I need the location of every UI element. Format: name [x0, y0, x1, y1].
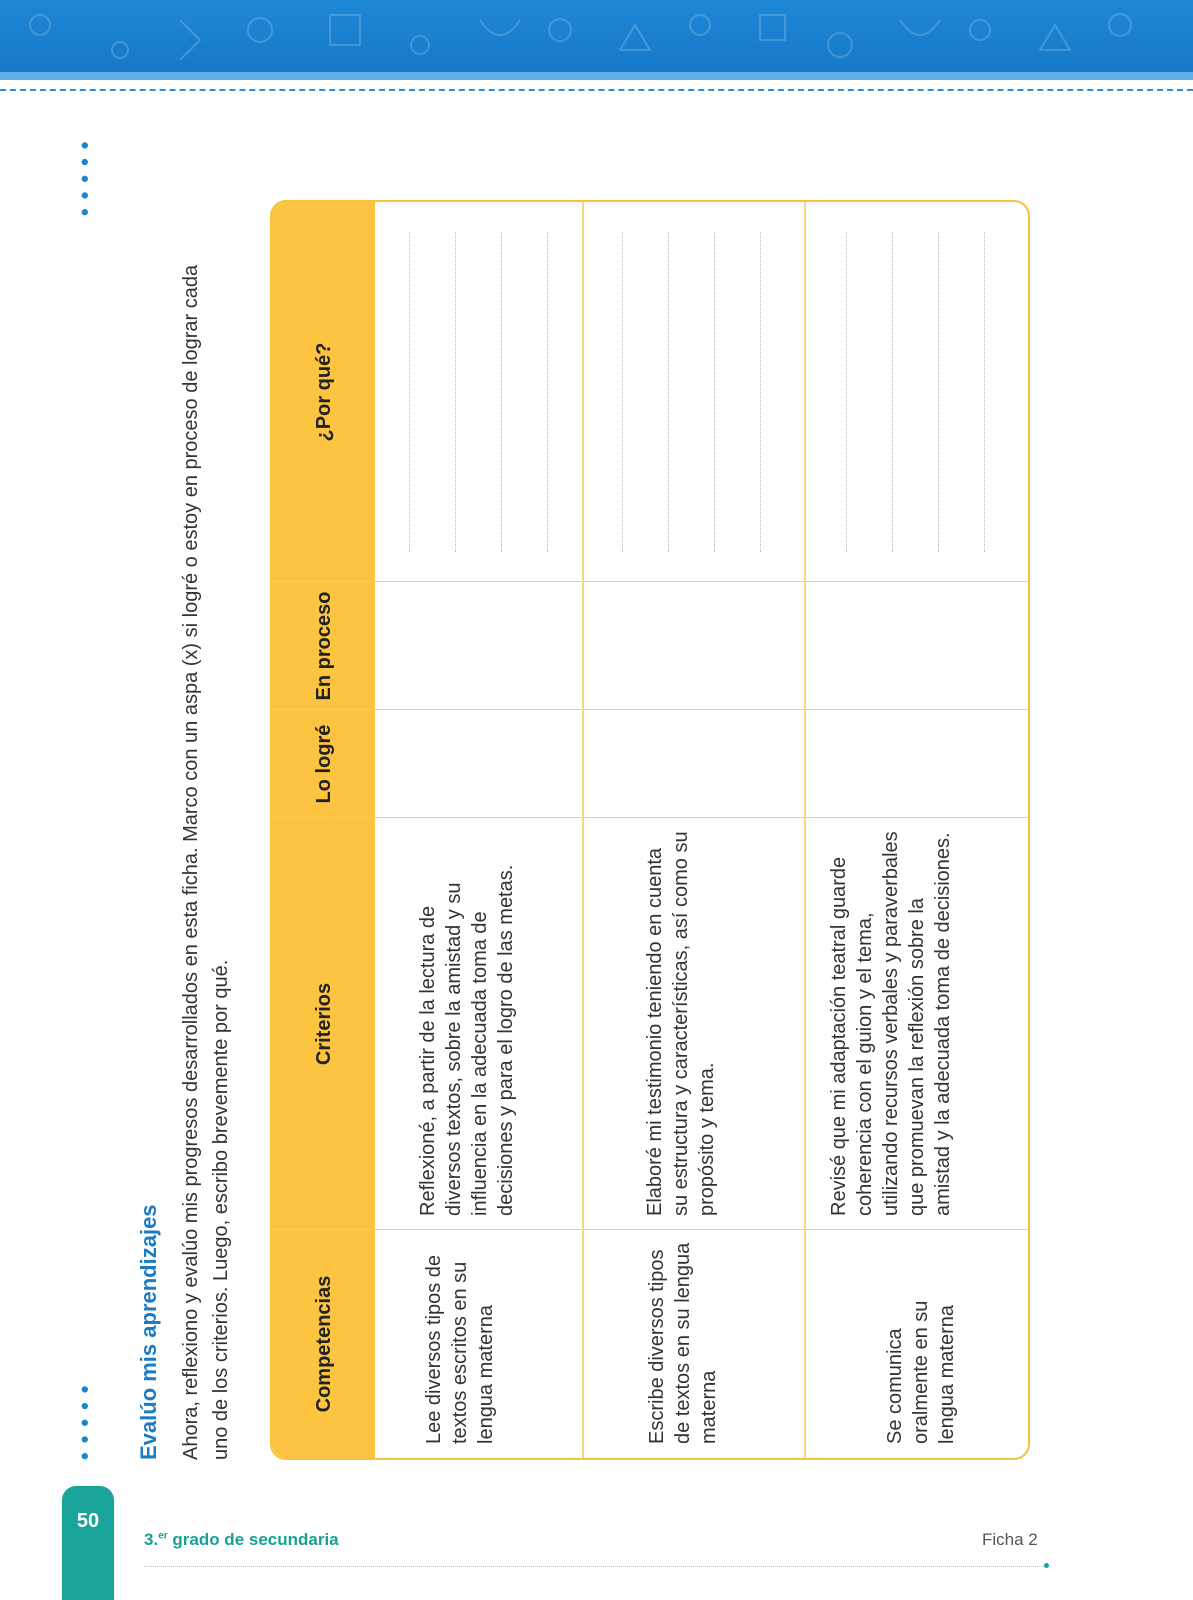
rotated-content — [72, 132, 1036, 1460]
table-row — [806, 202, 1028, 1458]
grade-label — [144, 1530, 339, 1550]
answer-line[interactable] — [501, 232, 502, 552]
footer-rule — [144, 1566, 1046, 1567]
answer-line[interactable] — [455, 232, 456, 552]
decorative-dots-icon: ••••• — [72, 132, 97, 216]
competencia-cell: Se comunica oralmente en su lengua materna — [884, 1300, 958, 1444]
answer-line[interactable] — [547, 232, 548, 552]
grade-prefix: 3. — [144, 1530, 159, 1549]
table-row — [584, 202, 804, 1458]
answer-line[interactable] — [984, 232, 985, 552]
answer-line[interactable] — [622, 232, 623, 552]
section-title: Evalúo mis aprendizajes — [136, 1204, 161, 1460]
answer-line[interactable] — [892, 232, 893, 552]
header-en-proceso: En proceso — [312, 591, 335, 701]
table-row — [375, 202, 582, 1458]
lo-logre-cell[interactable] — [806, 710, 1028, 818]
header-lo-logre: Lo logré — [312, 724, 335, 804]
banner-strip — [0, 72, 1193, 80]
top-banner — [0, 0, 1193, 80]
answer-line[interactable] — [714, 232, 715, 552]
grade-text: grado de secundaria — [167, 1530, 339, 1549]
header-criterios: Criterios — [312, 982, 335, 1066]
lo-logre-cell[interactable] — [584, 710, 804, 818]
banner-doodles-icon — [0, 0, 1193, 80]
ficha-label: Ficha 2 — [982, 1530, 1038, 1549]
answer-line[interactable] — [846, 232, 847, 552]
header-competencias: Competencias — [312, 1275, 335, 1413]
competencia-cell: Lee diversos tipos de textos escritos en su lengua materna — [423, 1254, 497, 1444]
criterio-cell: Reflexioné, a partir de la lectura de diversos textos, sobre la amistad y su influencia en la adecuada toma de decisiones y para el logro de las metas. — [417, 864, 517, 1216]
en-proceso-cell[interactable] — [375, 582, 582, 710]
en-proceso-cell[interactable] — [584, 582, 804, 710]
lo-logre-cell[interactable] — [375, 710, 582, 818]
competencia-cell: Escribe diversos tipos de textos en su lengua materna — [646, 1242, 720, 1444]
criterio-cell: Revisé que mi adaptación teatral guarde coherencia con el guion y el tema, utilizando recursos verbales y paraverbales que promuevan la reflexión sobre la amistad y la adecuada toma de decisiones. — [828, 831, 954, 1216]
header-por-que: ¿Por qué? — [312, 342, 335, 442]
en-proceso-cell[interactable] — [806, 582, 1028, 710]
page-number: 50 — [76, 1510, 100, 1532]
grade-superscript: er — [158, 1530, 168, 1542]
decorative-dots-icon: ••••• — [72, 1376, 97, 1460]
answer-line[interactable] — [938, 232, 939, 552]
table-header — [272, 202, 375, 1458]
evaluation-table — [270, 200, 1030, 1460]
page-number-tab — [62, 1486, 114, 1600]
instructions-text: Ahora, reflexiono y evalúo mis progresos desarrollados en esta ficha. Marco con un aspa (x) si logré o estoy en proceso de lograr cada uno de los criterios. Luego, escribo brevemente por qué. — [180, 264, 232, 1460]
footer-dot-icon — [1044, 1563, 1049, 1568]
answer-line[interactable] — [668, 232, 669, 552]
answer-line[interactable] — [409, 232, 410, 552]
criterio-cell: Elaboré mi testimonio teniendo en cuenta su estructura y características, así como su propósito y tema. — [644, 831, 718, 1216]
dashed-divider — [0, 89, 1193, 91]
answer-line[interactable] — [760, 232, 761, 552]
